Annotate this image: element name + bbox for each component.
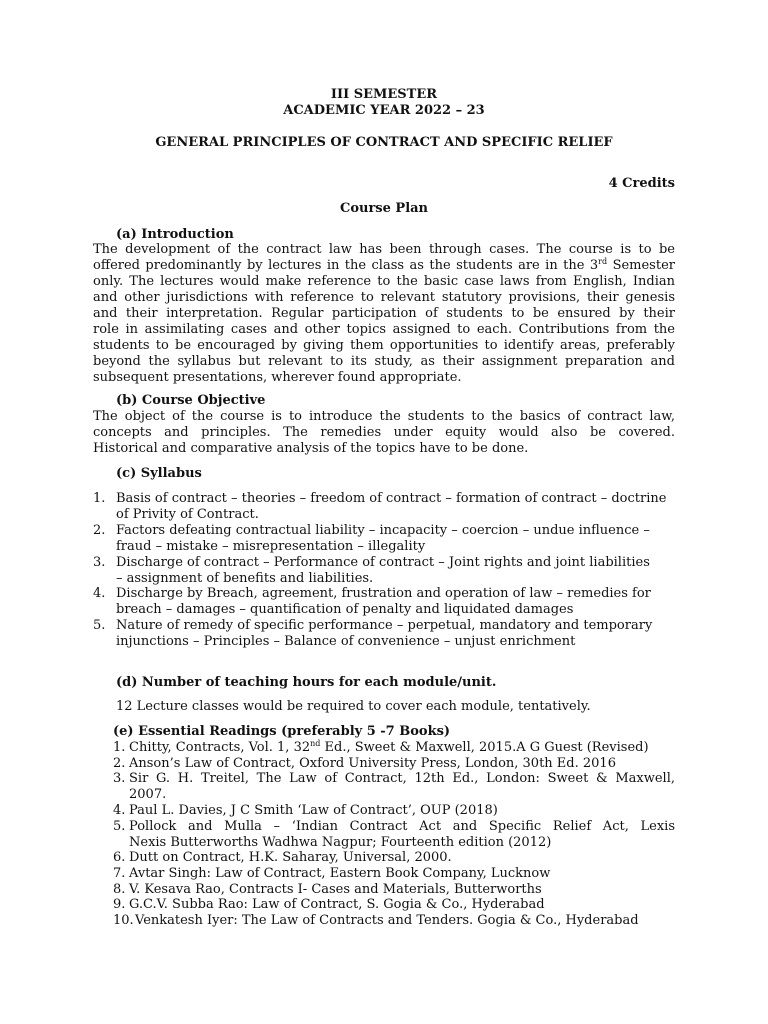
reading-item-text: V. Kesava Rao, Contracts I- Cases and Materials, Butterworths bbox=[129, 882, 542, 897]
intro-line: students to be encouraged by giving them opportunities to identify areas, preferably bbox=[93, 338, 675, 353]
reading-item-text: Pollock and Mulla – ‘Indian Contract Act and Specific Relief Act, Lexis Nexis Butterworths Wadhwa Nagpur; Fourteenth edition (2012) bbox=[129, 819, 675, 850]
semester-heading: III SEMESTER bbox=[330, 87, 438, 102]
course-title: GENERAL PRINCIPLES OF CONTRACT AND SPECIFIC RELIEF bbox=[155, 135, 613, 150]
reading-item-number: 6. bbox=[113, 850, 126, 865]
syllabus-item-text: Discharge by Breach, agreement, frustration and operation of law – remedies for breach – damages – quantification of penalty and liquidated damages bbox=[116, 586, 651, 617]
reading-item-number: 2. bbox=[113, 756, 126, 771]
reading-item-number: 4. bbox=[113, 803, 126, 818]
teaching-hours-heading: (d) Number of teaching hours for each module/unit. bbox=[116, 675, 497, 690]
reading-item-number: 9. bbox=[113, 897, 126, 912]
reading-item-text: Venkatesh Iyer: The Law of Contracts and Tenders. Gogia & Co., Hyderabad bbox=[135, 913, 639, 928]
syllabus-item-text: Basis of contract – theories – freedom of contract – formation of contract – doctrine of Privity of Contract. bbox=[116, 491, 667, 522]
reading-item-number: 1. bbox=[113, 740, 126, 755]
credits-label: 4 Credits bbox=[608, 176, 675, 191]
teaching-hours-text: 12 Lecture classes would be required to cover each module, tentatively. bbox=[116, 699, 591, 714]
reading-item-text: Avtar Singh: Law of Contract, Eastern Book Company, Lucknow bbox=[129, 866, 551, 881]
objective-paragraph bbox=[93, 409, 675, 457]
reading-item-number: 7. bbox=[113, 866, 126, 881]
objective-line: The object of the course is to introduce the students to the basics of contract law, bbox=[93, 409, 675, 424]
reading-item-text: Dutt on Contract, H.K. Saharay, Universal, 2000. bbox=[129, 850, 452, 865]
intro-line: The development of the contract law has been through cases. The course is to be bbox=[93, 242, 675, 257]
syllabus-item-number: 4. bbox=[93, 586, 106, 601]
academic-year-heading: ACADEMIC YEAR 2022 – 23 bbox=[283, 103, 485, 118]
reading-item-number: 10. bbox=[113, 913, 134, 928]
objective-line: Historical and comparative analysis of the topics have to be done. bbox=[93, 441, 529, 456]
intro-line: and other jurisdictions with reference to relevant statutory provisions, their genesis bbox=[93, 290, 675, 305]
syllabus-item-number: 2. bbox=[93, 523, 106, 538]
reading-item-text: G.C.V. Subba Rao: Law of Contract, S. Gogia & Co., Hyderabad bbox=[129, 897, 545, 912]
intro-line: role in assimilating cases and other topics assigned to each. Contributions from the bbox=[93, 322, 675, 337]
course-plan-title: Course Plan bbox=[339, 201, 429, 216]
intro-line: and their interpretation. Regular participation of students to be ensured by their bbox=[93, 306, 675, 321]
syllabus-item-text: Factors defeating contractual liability – incapacity – coercion – undue influence – fraud – mistake – misrepresentation – illegality bbox=[116, 523, 650, 554]
syllabus-item-text: Nature of remedy of specific performance – perpetual, mandatory and temporary injunctions – Principles – Balance of convenience – unjust enrichment bbox=[116, 618, 653, 649]
reading-item-text: Sir G. H. Treitel, The Law of Contract, 12th Ed., London: Sweet & Maxwell, 2007. bbox=[129, 771, 675, 802]
reading-item-text: Anson’s Law of Contract, Oxford University Press, London, 30th Ed. 2016 bbox=[129, 756, 616, 771]
intro-line: beyond the syllabus but relevant to its study, as their assignment preparation and bbox=[93, 354, 675, 369]
readings-heading: (e) Essential Readings (preferably 5 -7 Books) bbox=[113, 724, 451, 739]
introduction-paragraph bbox=[93, 242, 675, 386]
syllabus-item-number: 1. bbox=[93, 491, 106, 506]
reading-item-number: 8. bbox=[113, 882, 126, 897]
objective-line: concepts and principles. The remedies under equity would also be covered. bbox=[93, 425, 675, 440]
reading-item-number: 3. bbox=[113, 771, 126, 786]
syllabus-item-text: Discharge of contract – Performance of contract – Joint rights and joint liabilities – assignment of benefits and liabilities. bbox=[116, 555, 650, 586]
intro-line: only. The lectures would make reference to the basic case laws from English, Indian bbox=[93, 274, 675, 289]
syllabus-item-number: 3. bbox=[93, 555, 106, 570]
reading-item-number: 5. bbox=[113, 819, 126, 834]
syllabus-heading: (c) Syllabus bbox=[116, 466, 202, 481]
reading-item-text: Chitty, Contracts, Vol. 1, 32nd Ed., Sweet & Maxwell, 2015.A G Guest (Revised) bbox=[129, 739, 649, 755]
intro-line: subsequent presentations, wherever found appropriate. bbox=[93, 370, 462, 385]
intro-line: offered predominantly by lectures in the class as the students are in the 3rd Semester bbox=[93, 257, 675, 273]
syllabus-item-number: 5. bbox=[93, 618, 106, 633]
objective-heading: (b) Course Objective bbox=[116, 393, 266, 408]
reading-item-text: Paul L. Davies, J C Smith ‘Law of Contract’, OUP (2018) bbox=[129, 803, 498, 818]
introduction-heading: (a) Introduction bbox=[116, 227, 234, 242]
